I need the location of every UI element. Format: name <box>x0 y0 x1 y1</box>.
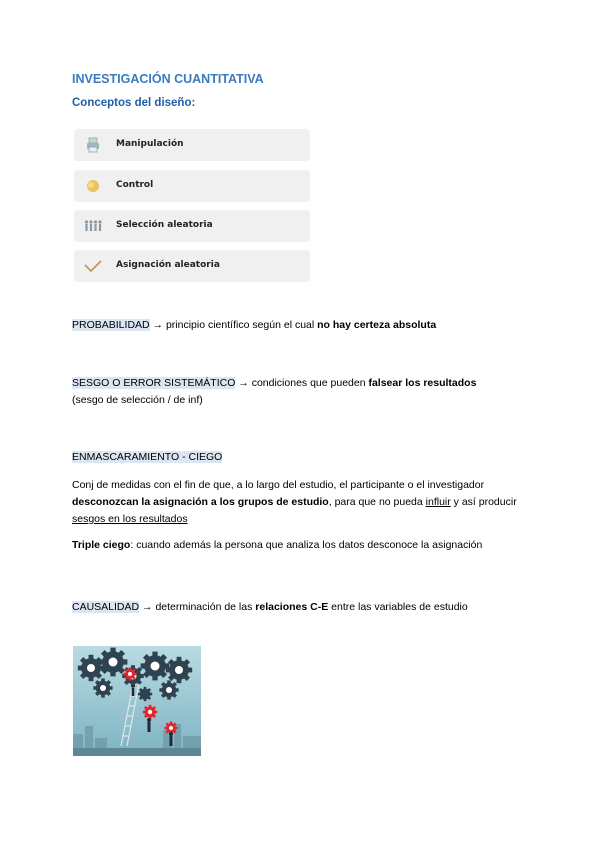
probabilidad-paragraph <box>72 317 542 334</box>
text: Conj de medidas con el fin de que, a lo largo del estudio, el participante o el investigador <box>72 479 485 491</box>
enmascaramiento-term: ENMASCARAMIENTO - CIEGO <box>72 451 223 463</box>
coins-icon <box>84 177 102 195</box>
probabilidad-term: PROBABILIDAD <box>72 319 150 331</box>
text: : cuando además la persona que analiza los datos desconoce la asignación <box>130 539 483 551</box>
concept-card-control <box>74 170 310 202</box>
triple-ciego-term: Triple ciego <box>72 539 131 551</box>
concept-card-manipulacion <box>74 129 310 161</box>
concept-label: Control <box>116 180 154 190</box>
enmascaramiento-heading <box>72 449 542 466</box>
arrow: → <box>235 377 252 389</box>
sesgo-text: condiciones que pueden <box>251 377 369 389</box>
concept-label: Manipulación <box>116 139 184 149</box>
sesgo-note: (sesgo de selección / de inf) <box>72 394 203 406</box>
causalidad-bold: relaciones C-E <box>255 601 329 613</box>
page-title: INVESTIGACIÓN CUANTITATIVA <box>72 72 264 86</box>
underlined-text: sesgos en los resultados <box>72 513 188 525</box>
checkmark-icon <box>84 257 102 275</box>
concept-card-asignacion <box>74 250 310 282</box>
causalidad-term: CAUSALIDAD <box>72 601 140 613</box>
sesgo-bold: falsear los resultados <box>368 377 477 389</box>
people-group-icon <box>84 217 102 235</box>
sesgo-paragraph <box>72 375 542 409</box>
causalidad-text: determinación de las <box>155 601 256 613</box>
gears-illustration <box>73 646 201 756</box>
underlined-text: influir <box>425 496 451 508</box>
concept-card-seleccion <box>74 210 310 242</box>
causalidad-paragraph <box>72 599 542 616</box>
arrow: → <box>149 319 166 331</box>
arrow: → <box>139 601 156 613</box>
text: y así producir <box>450 496 517 508</box>
section-subtitle: Conceptos del diseño: <box>72 97 196 109</box>
triple-ciego-paragraph <box>72 537 542 554</box>
text: , para que no pueda <box>328 496 426 508</box>
concept-label: Selección aleatoria <box>116 220 213 230</box>
concept-label: Asignación aleatoria <box>116 260 220 270</box>
causalidad-text: entre las variables de estudio <box>328 601 468 613</box>
probabilidad-text: principio científico según el cual <box>165 319 318 331</box>
sesgo-term: SESGO O ERROR SISTEMÁTICO <box>72 377 236 389</box>
gears-image <box>73 646 201 756</box>
bold-text: desconozcan la asignación a los grupos de estudio <box>72 496 329 508</box>
enmascaramiento-paragraph <box>72 477 532 528</box>
probabilidad-bold: no hay certeza absoluta <box>317 319 437 331</box>
printer-icon <box>84 136 102 154</box>
